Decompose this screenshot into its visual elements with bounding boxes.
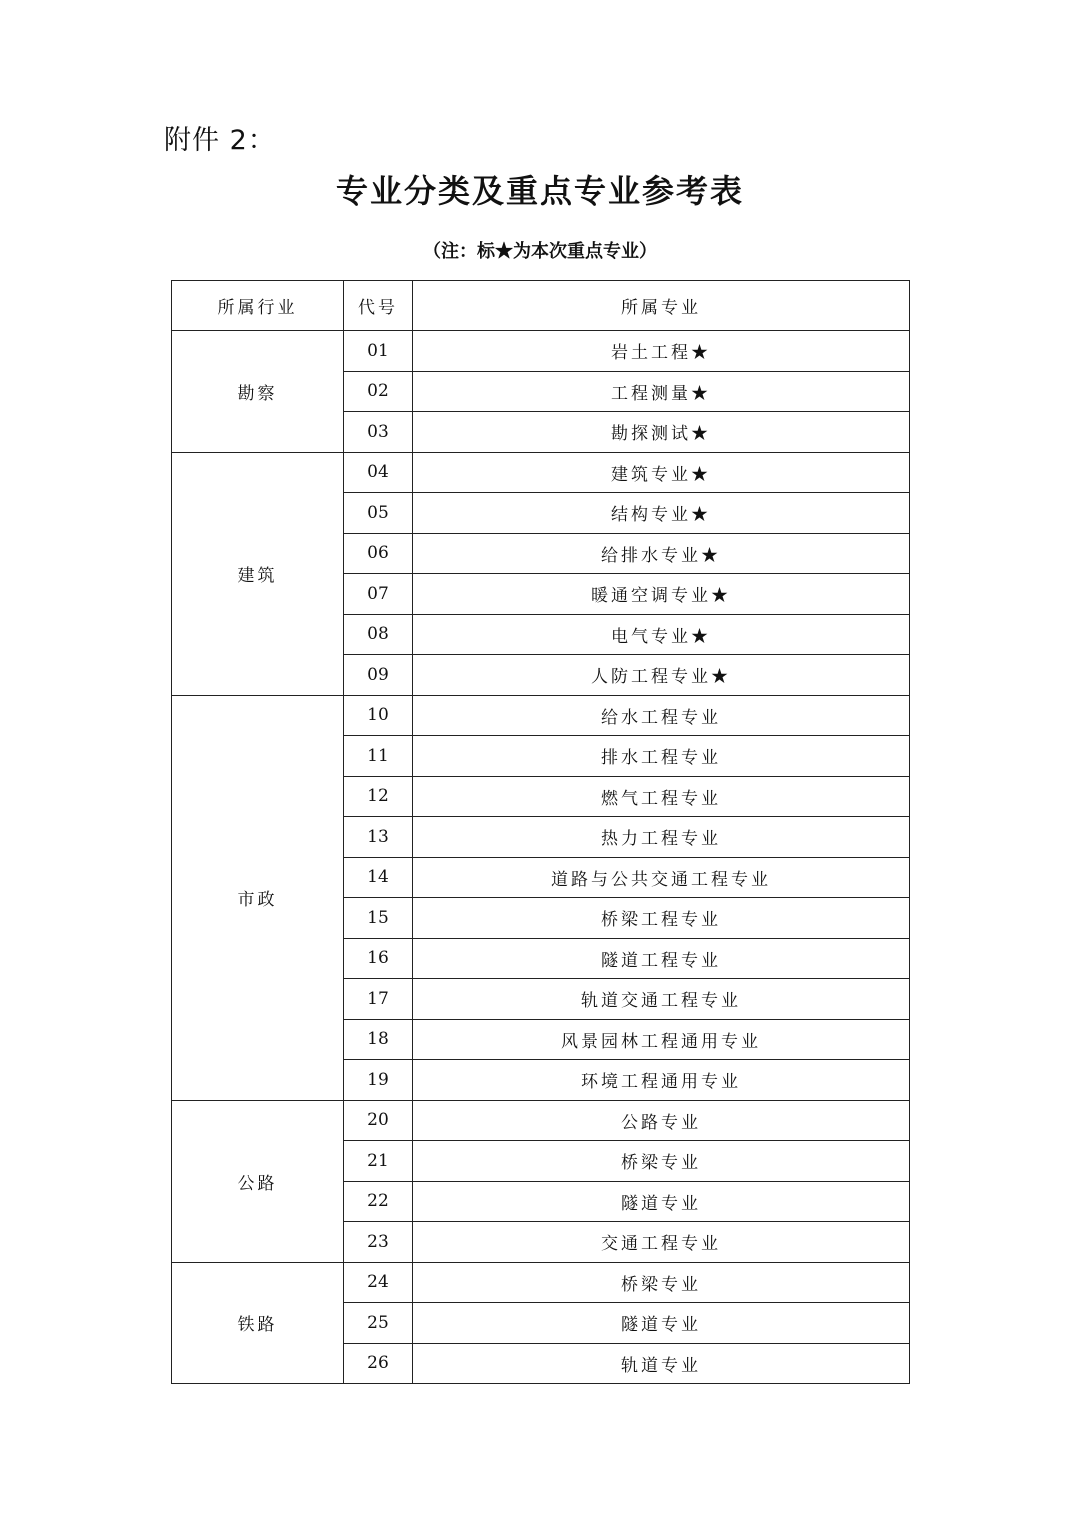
code-cell: 14 [344,857,413,898]
code-cell: 25 [344,1303,413,1344]
code-cell: 13 [344,817,413,858]
code-cell: 02 [344,371,413,412]
code-cell: 01 [344,331,413,372]
table-row [172,331,910,372]
industry-cell: 勘察 [172,331,344,453]
table-row [172,452,910,493]
table-row [172,695,910,736]
code-cell: 09 [344,655,413,696]
page-title: 专业分类及重点专业参考表 [335,172,744,210]
major-cell: 岩土工程★ [413,331,910,372]
major-cell: 公路专业 [413,1100,910,1141]
code-cell: 04 [344,452,413,493]
code-cell: 10 [344,695,413,736]
major-cell: 桥梁专业 [413,1141,910,1182]
major-cell: 隧道专业 [413,1181,910,1222]
major-reference-table [171,280,910,1384]
industry-cell: 市政 [172,695,344,1100]
code-cell: 08 [344,614,413,655]
header-major: 所属专业 [413,281,910,331]
major-cell: 隧道工程专业 [413,938,910,979]
code-cell: 21 [344,1141,413,1182]
major-cell: 桥梁专业 [413,1262,910,1303]
major-cell: 道路与公共交通工程专业 [413,857,910,898]
code-cell: 11 [344,736,413,777]
major-cell: 排水工程专业 [413,736,910,777]
major-cell: 环境工程通用专业 [413,1060,910,1101]
industry-cell: 建筑 [172,452,344,695]
code-cell: 26 [344,1343,413,1384]
code-cell: 19 [344,1060,413,1101]
major-cell: 电气专业★ [413,614,910,655]
major-cell: 暖通空调专业★ [413,574,910,615]
major-cell: 勘探测试★ [413,412,910,453]
code-cell: 17 [344,979,413,1020]
header-industry: 所属行业 [172,281,344,331]
major-cell: 结构专业★ [413,493,910,534]
table-note: （注：标★为本次重点专业） [423,241,657,262]
major-cell: 人防工程专业★ [413,655,910,696]
code-cell: 24 [344,1262,413,1303]
major-cell: 交通工程专业 [413,1222,910,1263]
major-cell: 桥梁工程专业 [413,898,910,939]
major-cell: 轨道专业 [413,1343,910,1384]
code-cell: 22 [344,1181,413,1222]
code-cell: 06 [344,533,413,574]
major-cell: 热力工程专业 [413,817,910,858]
code-cell: 07 [344,574,413,615]
table-row [172,1100,910,1141]
code-cell: 18 [344,1019,413,1060]
major-cell: 给水工程专业 [413,695,910,736]
major-cell: 建筑专业★ [413,452,910,493]
major-cell: 风景园林工程通用专业 [413,1019,910,1060]
major-cell: 工程测量★ [413,371,910,412]
code-cell: 03 [344,412,413,453]
code-cell: 05 [344,493,413,534]
table-row [172,1262,910,1303]
major-cell: 燃气工程专业 [413,776,910,817]
code-cell: 16 [344,938,413,979]
header-row [172,281,910,331]
industry-cell: 公路 [172,1100,344,1262]
major-cell: 轨道交通工程专业 [413,979,910,1020]
code-cell: 20 [344,1100,413,1141]
major-cell: 隧道专业 [413,1303,910,1344]
attachment-label: 附件 2： [164,125,276,156]
major-cell: 给排水专业★ [413,533,910,574]
code-cell: 23 [344,1222,413,1263]
header-code: 代号 [344,281,413,331]
code-cell: 12 [344,776,413,817]
industry-cell: 铁路 [172,1262,344,1384]
code-cell: 15 [344,898,413,939]
